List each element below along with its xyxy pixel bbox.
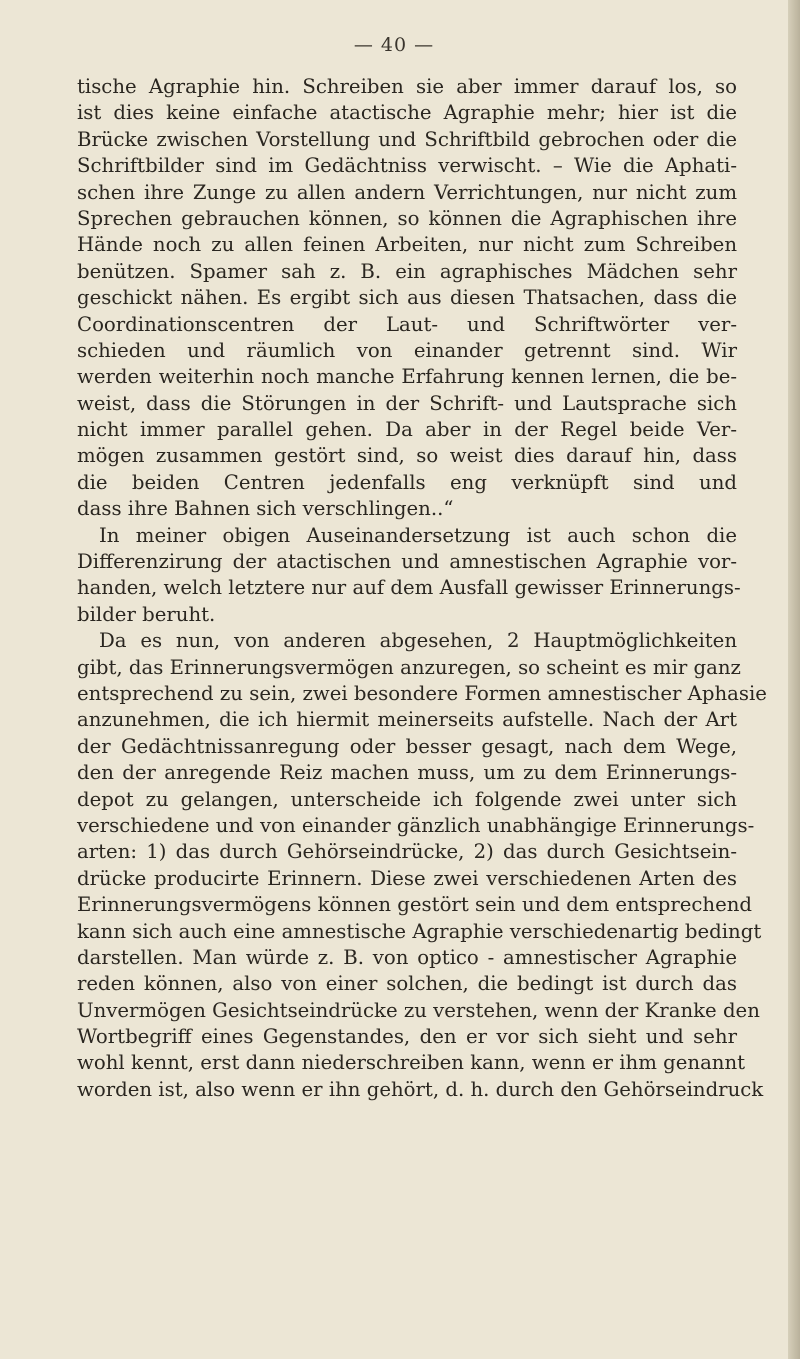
text-line: depot zu gelangen, unterscheide ich folgende zwei unter sich (77, 787, 737, 811)
text-line: worden ist, also wenn er ihn gehört, d. h. durch den Gehörseindruck (77, 1077, 764, 1101)
text-line: verschiedene und von einander gänzlich unabhängige Erinnerungs- (77, 813, 755, 837)
text-line: der Gedächtnissanregung oder besser gesagt, nach dem Wege, (77, 734, 737, 758)
text-line: mögen zusammen gestört sind, so weist dies darauf hin, dass (77, 444, 737, 468)
text-line: nicht immer parallel gehen. Da aber in der Regel beide Ver- (77, 418, 737, 442)
text-line: bilder beruht. (77, 602, 216, 626)
text-line: Differenzirung der atactischen und amnestischen Agraphie vor- (77, 550, 737, 574)
text-line: werden weiterhin noch manche Erfahrung kennen lernen, die be- (77, 365, 737, 389)
text-line: handen, welch letztere nur auf dem Ausfall gewisser Erinnerungs- (77, 576, 741, 600)
text-line: geschickt nähen. Es ergibt sich aus diesen Thatsachen, dass die (77, 286, 737, 310)
text-line: dass ihre Bahnen sich verschlingen..“ (77, 497, 454, 521)
page-number: — 40 — (353, 34, 435, 56)
text-line: Erinnerungsvermögens können gestört sein und dem entsprechend (77, 893, 753, 917)
text-line: Unvermögen Gesichtseindrücke zu verstehen, wenn der Kranke den (77, 998, 760, 1022)
text-line: Sprechen gebrauchen können, so können die Agraphischen ihre (77, 206, 737, 230)
text-line: anzunehmen, die ich hiermit meinerseits aufstelle. Nach der Art (77, 708, 737, 732)
text-line: drücke producirte Erinnern. Diese zwei verschiedenen Arten des (77, 866, 737, 890)
text-line: darstellen. Man würde z. B. von optico - amnestischer Agraphie (77, 945, 737, 969)
text-line: In meiner obigen Auseinandersetzung ist auch schon die (99, 523, 737, 547)
text-line: ist dies keine einfache atactische Agraphie mehr; hier ist die (77, 101, 737, 125)
text-line: gibt, das Erinnerungsvermögen anzuregen, so scheint es mir ganz (77, 655, 741, 679)
body-text (77, 74, 767, 1103)
text-line: Brücke zwischen Vorstellung und Schriftbild gebrochen oder die (77, 127, 737, 151)
text-line: reden können, also von einer solchen, die bedingt ist durch das (77, 972, 737, 996)
text-line: die beiden Centren jedenfalls eng verknüpft sind und (77, 470, 737, 494)
text-line: weist, dass die Störungen in der Schrift- und Lautsprache sich (77, 391, 737, 415)
text-line: Wortbegriff eines Gegenstandes, den er vor sich sieht und sehr (77, 1025, 737, 1049)
text-line: schen ihre Zunge zu allen andern Verrichtungen, nur nicht zum (77, 180, 737, 204)
text-line: wohl kennt, erst dann niederschreiben kann, wenn er ihm genannt (77, 1051, 746, 1075)
text-line: Schriftbilder sind im Gedächtniss verwischt. – Wie die Aphati- (77, 154, 737, 178)
page-edge (788, 0, 800, 1359)
text-line: Coordinationscentren der Laut- und Schriftwörter ver- (77, 312, 737, 336)
text-line: benützen. Spamer sah z. B. ein agraphisches Mädchen sehr (77, 259, 737, 283)
text-line: arten: 1) das durch Gehörseindrücke, 2) das durch Gesichtsein- (77, 840, 737, 864)
text-line: entsprechend zu sein, zwei besondere Formen amnestischer Aphasie (77, 681, 767, 705)
text-line: schieden und räumlich von einander getrennt sind. Wir (77, 338, 737, 362)
text-line: tische Agraphie hin. Schreiben sie aber immer darauf los, so (77, 75, 737, 98)
text-line: kann sich auch eine amnestische Agraphie verschiedenartig bedingt (77, 919, 762, 943)
text-line: Hände noch zu allen feinen Arbeiten, nur nicht zum Schreiben (77, 233, 737, 257)
text-line: Da es nun, von anderen abgesehen, 2 Hauptmöglichkeiten (99, 629, 737, 653)
text-line: den der anregende Reiz machen muss, um zu dem Erinnerungs- (77, 761, 737, 785)
